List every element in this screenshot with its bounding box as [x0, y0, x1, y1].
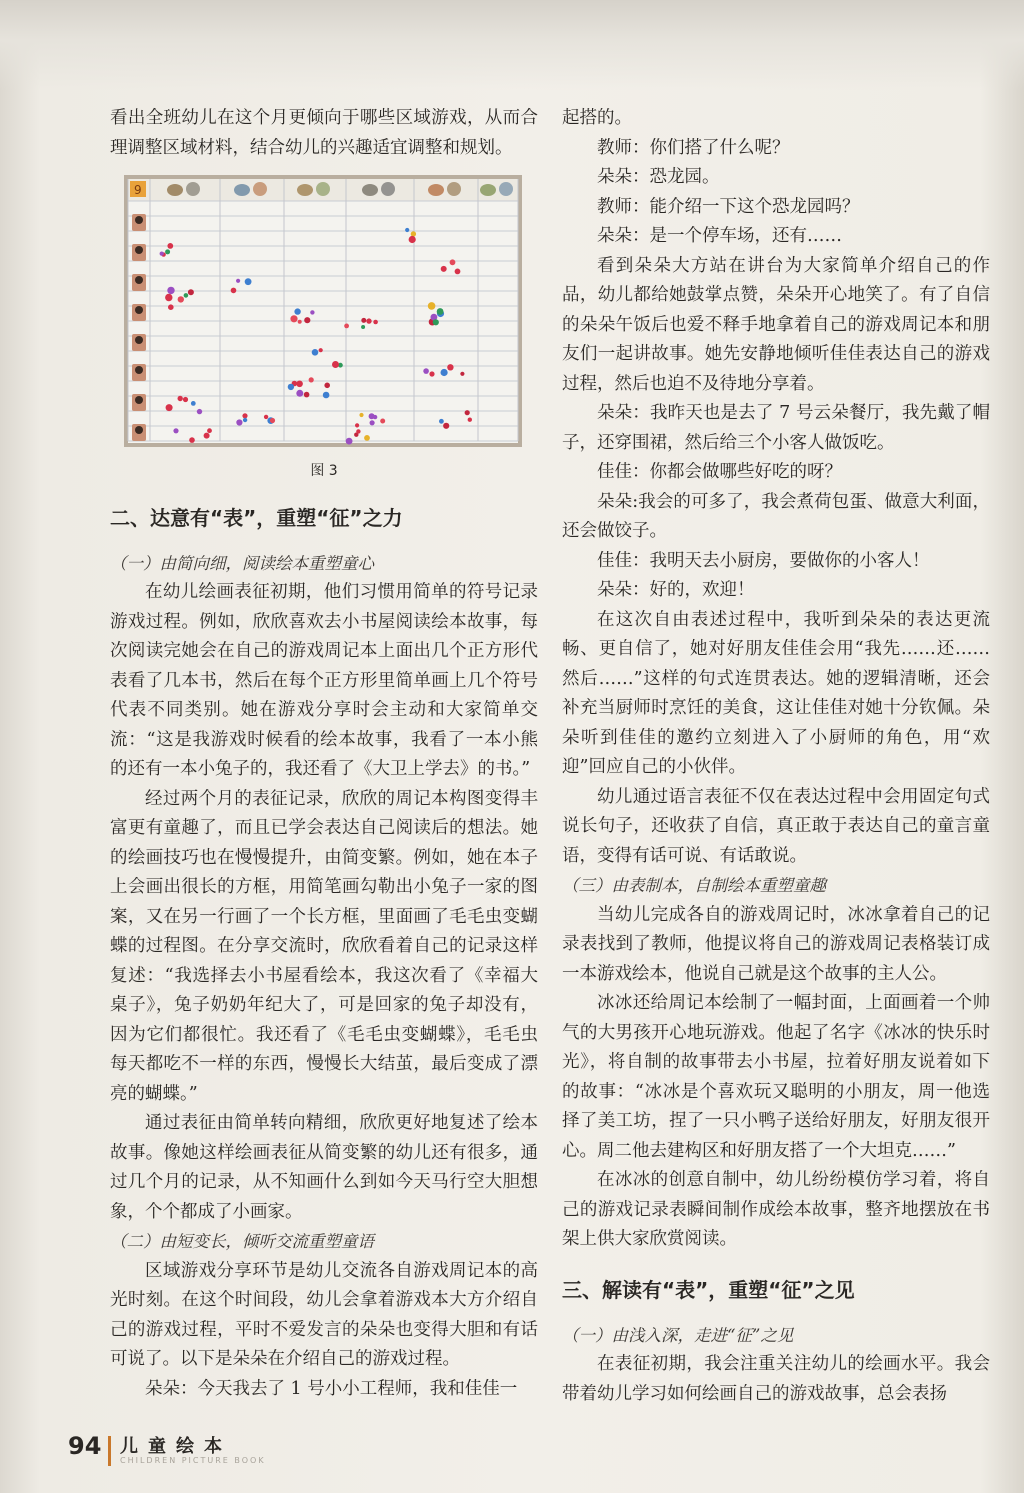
sticker-dot: [373, 320, 378, 325]
sticker-dot: [178, 396, 183, 401]
page-top-shadow: [0, 0, 1024, 90]
sticker-dot: [231, 288, 237, 294]
subheading: （三）由表制本，自制绘本重塑童趣: [562, 876, 826, 895]
child-photo: [135, 396, 143, 404]
sticker-dot: [167, 287, 174, 294]
footer-divider: [108, 1436, 111, 1466]
sticker-dot: [468, 418, 472, 422]
sticker-dot: [370, 420, 375, 425]
paragraph: 起搭的。: [562, 108, 632, 128]
sticker-dot: [366, 318, 371, 323]
dialogue-line: 佳佳：我明天去小厨房，要做你的小客人！: [597, 550, 930, 571]
figure-caption: 图 3: [310, 463, 338, 479]
sticker-dot: [304, 317, 310, 323]
header-drawing: [234, 184, 250, 196]
paragraph: 区域游戏分享环节是幼儿交流各自游戏周记本的高光时刻。在这个时间段，幼儿会拿着游戏本大方介绍自己的游戏过程，平时不爱发言的朵朵也变得大胆和有话可说了。以下是朵朵在介绍自己的游戏过程。: [110, 1260, 538, 1369]
sticker-dot: [409, 236, 416, 243]
page-number: 94: [68, 1432, 102, 1460]
sticker-dot: [405, 228, 409, 232]
record-chart-illustration: [124, 175, 522, 447]
sticker-dot: [364, 435, 370, 441]
child-photo: [135, 336, 143, 344]
paragraph: 看到朵朵大方站在讲台为大家简单介绍自己的作品，幼儿都给她鼓掌点赞，朵朵开心地笑了。有了自信的朵朵午饭后也爱不释手地拿着自己的游戏周记本和朋友们一起讲故事。她先安静地倾听佳佳表达自己的游戏过程，然后也迫不及待地分享着。: [562, 255, 990, 394]
sticker-dot: [191, 401, 196, 406]
subheading: （一）由简向细，阅读绘本重塑童心: [110, 553, 374, 573]
dialogue-line: 教师：你们搭了什么呢？: [597, 137, 790, 158]
sticker-dot: [323, 392, 330, 399]
sticker-dot: [428, 302, 436, 310]
sticker-dot: [173, 428, 178, 433]
sticker-dot: [183, 397, 188, 402]
header-drawing: [362, 184, 378, 196]
sticker-dot: [439, 419, 444, 424]
sticker-dot: [332, 361, 339, 368]
right-column: [562, 104, 990, 1409]
header-drawing: [167, 184, 183, 196]
sticker-dot: [460, 372, 464, 376]
header-drawing: [428, 184, 444, 196]
subheading: （二）由短变长，倾听交流重塑童语: [110, 1232, 374, 1251]
sticker-dot: [319, 348, 323, 352]
dialogue-line: 佳佳：你都会做哪些好吃的呀？: [597, 462, 842, 482]
paragraph: 通过表征由简单转向精细，欣欣更好地复述了绘本故事。像她这样绘画表征从简变繁的幼儿还有很多，通过几个月的记录，从不知画什么到如今天马行空大胆想象，个个都成了小画家。: [110, 1113, 538, 1222]
sticker-dot: [437, 308, 444, 315]
sticker-dot: [236, 279, 240, 283]
sticker-dot: [309, 377, 314, 382]
header-drawing: [447, 182, 461, 196]
sticker-dot: [296, 390, 303, 397]
sticker-dot: [294, 308, 300, 314]
sticker-dot: [310, 310, 314, 314]
sticker-dot: [411, 231, 416, 236]
dialogue-line: 朵朵：恐龙园。: [597, 167, 720, 187]
child-photo: [135, 276, 143, 284]
paragraph: 幼儿通过语言表征不仅在表达过程中会用固定句式说长句子，还收获了自信，真正敢于表达自己的童言童语，变得有话可说、有话敢说。: [562, 786, 990, 866]
section-heading-3: 三、解读有“表”，重塑“征”之见: [562, 1277, 855, 1302]
sticker-dot: [324, 383, 330, 389]
sticker-dot: [312, 349, 319, 356]
child-photo: [135, 216, 143, 224]
header-drawing: [297, 184, 313, 196]
sticker-dot: [455, 269, 461, 275]
sticker-dot: [290, 315, 297, 322]
dialogue-line: 朵朵：好的，欢迎！: [597, 580, 755, 600]
sticker-dot: [441, 266, 447, 272]
sticker-dot: [356, 429, 360, 433]
magazine-title-en: CHILDREN PICTURE BOOK: [120, 1456, 266, 1465]
sticker-dot: [423, 368, 429, 374]
child-photo: [135, 426, 143, 434]
sticker-dot: [160, 252, 164, 256]
sticker-dot: [465, 410, 470, 415]
sticker-dot: [346, 438, 353, 445]
header-drawing: [480, 184, 496, 196]
paragraph: 朵朵：今天我去了 1 号小小工程师，我和佳佳一: [145, 1378, 518, 1399]
subheading: （一）由浅入深，走进“征”之见: [562, 1325, 794, 1345]
sticker-dot: [184, 293, 189, 298]
sticker-dot: [264, 415, 268, 419]
paragraph: 冰冰还给周记本绘制了一幅封面，上面画着一个帅气的大男孩开心地玩游戏。他起了名字《冰冰的快乐时光》，将自制的故事带去小书屋，拉着好朋友说着如下的故事：“冰冰是个喜欢玩又聪明的小朋友，周一他选择了美工坊，捏了一只小鸭子送给好朋友，好朋友很开心。周二他去建构区和好朋友搭了一个大坦克……”: [562, 993, 990, 1161]
sticker-dot: [188, 289, 194, 295]
sticker-dot: [167, 243, 173, 249]
paragraph: 经过两个月的表征记录，欣欣的周记本构图变得丰富更有童趣了，而且已学会表达自己阅读后的想法。她的绘画技巧也在慢慢提升，由简变繁。例如，她在本子上会画出很长的方框，用简笔画勾勒出小兔子一家的图案，又在另一行画了一个长方框，里面画了毛毛虫变蝴蝶的过程图。在分享交流时，欣欣看着自己的记录这样复述：“我选择去小书屋看绘本，我这次看了《幸福大桌子》，兔子奶奶年纪大了，可是回家的兔子却没有，因为它们都很忙。我还看了《毛毛虫变蝴蝶》，毛毛虫每天都吃不一样的东西，慢慢长大结茧，最后变成了漂亮的蝴蝶。”: [110, 788, 538, 1104]
header-drawing: [499, 182, 513, 196]
sticker-dot: [168, 304, 174, 310]
child-photo: [135, 306, 143, 314]
sticker-dot: [441, 369, 448, 376]
sticker-dot: [207, 428, 212, 433]
paragraph: 看出全班幼儿在这个月更倾向于哪些区域游戏，从而合理调整区域材料，结合幼儿的兴趣适宜调整和规划。: [110, 108, 538, 158]
sticker-dot: [359, 413, 363, 417]
sticker-dot: [443, 423, 449, 429]
sticker-dot: [189, 437, 195, 443]
magazine-title: 儿童绘本: [120, 1436, 232, 1457]
header-drawing: [316, 182, 330, 196]
sticker-dot: [380, 419, 385, 424]
paragraph: 在这次自由表述过程中，我听到朵朵的表达更流畅、更自信了，她对好朋友佳佳会用“我先……还……然后……”这样的句式连贯表达。她的逻辑清晰，还会补充当厨师时烹饪的美食，这让佳佳对她十分钦佩。朵朵听到佳佳的邀约立刻进入了小厨师的角色，用“欢迎”回应自己的小伙伴。: [562, 609, 990, 777]
spacer: [562, 1255, 990, 1275]
sticker-dot: [361, 318, 366, 323]
paragraph: 在冰冰的创意自制中，幼儿纷纷模仿学习着，将自己的游戏记录表瞬间制作成绘本故事，整齐地摆放在书架上供大家欣赏阅读。: [562, 1170, 990, 1249]
paragraph: 当幼儿完成各自的游戏周记时，冰冰拿着自己的记录表找到了教师，他提议将自己的游戏周记表格装订成一本游戏绘本，他说自己就是这个故事的主人公。: [562, 904, 990, 984]
sticker-dot: [288, 384, 294, 390]
sticker-dot: [373, 415, 377, 419]
header-drawing: [253, 182, 267, 196]
sticker-dot: [236, 419, 242, 425]
dialogue-line: 朵朵：是一个停车场，还有……: [597, 226, 842, 246]
left-column: [110, 104, 538, 1404]
sticker-dot: [204, 433, 210, 439]
sticker-dot: [242, 413, 247, 418]
sticker-dot: [429, 371, 434, 376]
header-drawing: [186, 182, 200, 196]
sticker-dot: [450, 259, 456, 265]
sticker-dot: [245, 278, 252, 285]
chart-corner-label: 9: [134, 183, 142, 197]
sticker-dot: [344, 324, 349, 329]
paragraph: 在幼儿绘画表征初期，他们习惯用简单的符号记录游戏过程。例如，欣欣喜欢去小书屋阅读绘本故事，每次阅读完她会在自己的游戏周记本上面出几个正方形代表看了几本书，然后在每个正方形里简单画上几个符号代表不同类别。她在游戏分享时会主动和大家简单交流：“这是我游戏时候看的绘本故事，我看了一本小熊的还有一本小兔子的，我还看了《大卫上学去》的书。”: [110, 582, 538, 779]
sticker-dot: [197, 409, 202, 414]
figure-3-record-chart-photo: [124, 175, 522, 447]
sticker-dot: [355, 423, 359, 427]
section-heading-2: 二、达意有“表”，重塑“征”之力: [110, 505, 403, 530]
sticker-dot: [165, 294, 172, 301]
sticker-dot: [165, 249, 170, 254]
child-photo: [135, 246, 143, 254]
sticker-dot: [270, 418, 275, 423]
sticker-dot: [304, 392, 310, 398]
child-photo: [135, 366, 143, 374]
sticker-dot: [166, 404, 173, 411]
dialogue-line: 朵朵:我会的可多了，我会煮荷包蛋、做意大利面，还会做饺子。: [562, 491, 990, 541]
dialogue-line: 朵朵：我昨天也是去了 7 号云朵餐厅，我先戴了帽子，还穿围裙，然后给三个小客人做饭吃。: [562, 403, 990, 453]
sticker-dot: [298, 320, 302, 324]
dialogue-line: 教师：能介绍一下这个恐龙园吗？: [597, 196, 860, 217]
paragraph: 在表征初期，我会注重关注幼儿的绘画水平。我会带着幼儿学习如何绘画自己的游戏故事，总会表扬: [562, 1354, 990, 1404]
sticker-dot: [361, 325, 365, 329]
sticker-dot: [433, 319, 439, 325]
sticker-dot: [243, 418, 247, 422]
sticker-dot: [178, 296, 184, 302]
sticker-dot: [447, 364, 453, 370]
sticker-dot: [296, 381, 303, 388]
header-drawing: [381, 182, 395, 196]
